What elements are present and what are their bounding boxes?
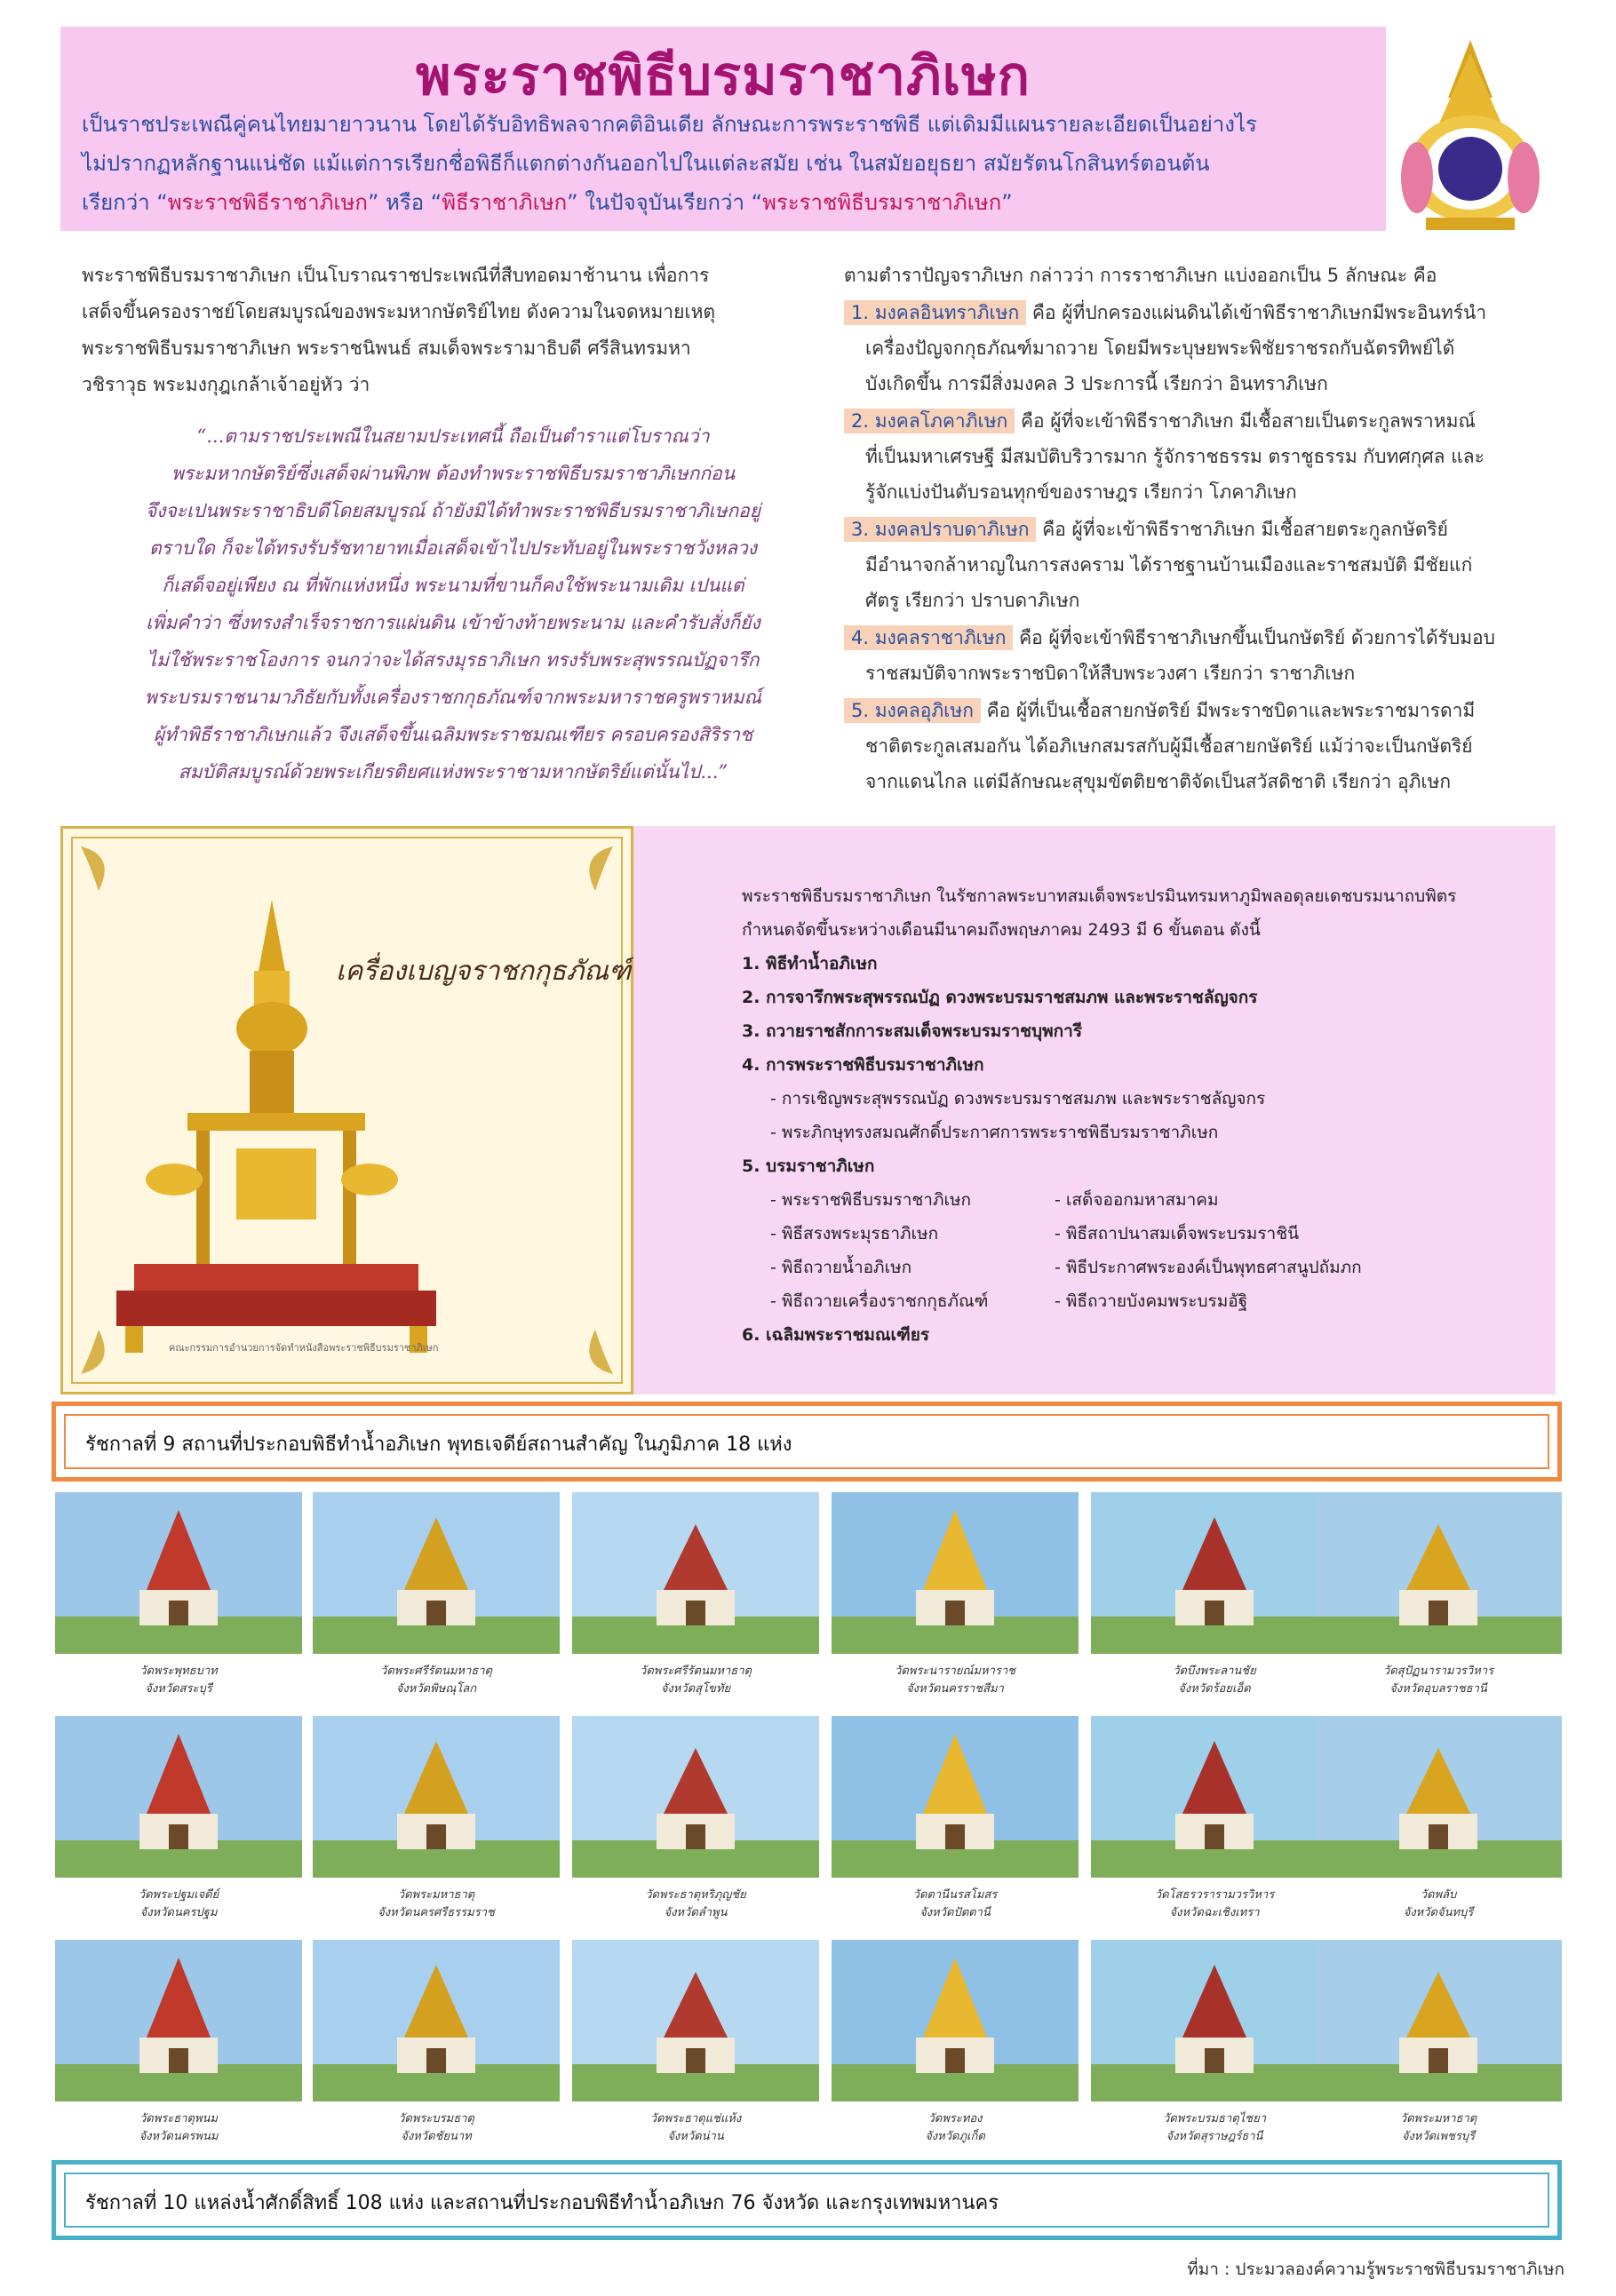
temple-photo xyxy=(832,1716,1079,1878)
type-item: 4. มงคลราชาภิเษก คือ ผู้ที่จะเข้าพิธีราชาภิเษกขึ้นเป็นกษัตริย์ ด้วยการได้รับมอบ ราชสมบัติจากพระราชบิดาให้สืบพระวงศา เรียกว่า ราชาภิเษก xyxy=(844,620,1537,691)
intro-line: พระราชพิธีบรมราชาภิเษก เป็นโบราณราชประเพณีที่สืบทอดมาช้านาน เพื่อการ xyxy=(82,265,710,286)
quote-line: พระบรมราชนามาภิธัยกับทั้งเครื่องราชกกุธภัณฑ์จากพระมหาราชครูพราหมณ์ xyxy=(144,687,762,708)
temple-photo xyxy=(572,1716,819,1878)
quote-line: ผู้ทำพิธีราชาภิเษกแล้ว จึงเสด็จขึ้นเฉลิมพระราชมณเฑียร ครอบครองสิริราช xyxy=(153,724,753,745)
temple-card xyxy=(313,1940,560,2153)
temple-province: จังหวัดน่าน xyxy=(667,2130,724,2143)
temple-photo xyxy=(1315,1940,1562,2101)
temple-name: วัดพระทอง xyxy=(927,2112,983,2125)
temple-photo xyxy=(313,1940,560,2101)
temple-photo xyxy=(313,1492,560,1654)
temple-province: จังหวัดสระบุรี xyxy=(145,1682,212,1696)
temple-card xyxy=(572,1716,819,1929)
temple-photo xyxy=(572,1940,819,2101)
quote-line: ก็เสด็จอยู่เพียง ณ ที่พักแห่งหนึ่ง พระนามที่ขานก็คงใช้พระนามเดิม เปนแต่ xyxy=(162,575,744,596)
temple-province: จังหวัดปัตตานี xyxy=(919,1906,991,1919)
temple-card xyxy=(1315,1716,1562,1929)
type-item: 3. มงคลปราบดาภิเษก คือ ผู้ที่จะเข้าพิธีราชาภิเษก มีเชื้อสายตระกูลกษัตริย์ มีอำนาจกล้าหาญในการสงคราม ได้ราชฐานบ้านเมืองและราชสมบัติ มีชัยแก่ ศัตรู เรียกว่า ปราบดาภิเษก xyxy=(844,512,1537,618)
regalia-illustration-icon xyxy=(63,829,631,1392)
temple-card xyxy=(1091,1492,1338,1705)
temple-province: จังหวัดฉะเชิงเทรา xyxy=(1169,1906,1260,1919)
ceremony-substep: - พระภิกษุทรงสมณศักดิ์ประกาศการพระราชพิธีบรมราชาภิเษก xyxy=(770,1123,1219,1142)
temple-photo xyxy=(1315,1716,1562,1878)
type-term: 3. มงคลปราบดาภิเษก xyxy=(844,517,1036,542)
quote-line: ตราบใด ก็จะได้ทรงรับรัชทายาทเมื่อเสด็จเข้าไปประทับอยู่ในพระราชวังหลวง xyxy=(148,537,758,559)
intro-line: วชิราวุธ พระมงกุฎเกล้าเจ้าอยู่หัว ว่า xyxy=(82,374,370,395)
temple-card xyxy=(55,1716,302,1929)
ceremony-step: 2. การจารึกพระสุพรรณบัฏ ดวงพระบรมราชสมภพ และพระราชลัญจกร xyxy=(742,988,1258,1007)
intro-line: เสด็จขึ้นครองราชย์โดยสมบูรณ์ของพระมหากษัตริย์ไทย ดังความในจดหมายเหตุ xyxy=(82,301,716,322)
temple-province: จังหวัดสุราษฎร์ธานี xyxy=(1166,2130,1263,2143)
ceremony-step: 6. เฉลิมพระราชมณเฑียร xyxy=(742,1325,930,1345)
type-term: 5. มงคลอุภิเษก xyxy=(844,698,981,723)
temple-photo xyxy=(1091,1716,1338,1878)
ceremony-substep-grid: - พระราชพิธีบรมราชาภิเษก - เสด็จออกมหาสมาคม - พิธีสรงพระมุรธาภิเษก - พิธีสถาปนาสมเด็จพระบรมราชินี - พิธีถวายน้ำอภิเษก - พิธีประกาศพระองค์เป็นพุทธศาสนูปถัมภก - พิธีถวายเครื่องราชกกุธภัณฑ์ - พิธีถวายบังคมพระบรมอัฐิ xyxy=(770,1190,1362,1311)
ceremony-step: 5. บรมราชาภิเษก xyxy=(742,1156,875,1176)
intro-paragraph xyxy=(82,258,784,403)
temple-name: วัดพระพุทธบาท xyxy=(139,1664,218,1678)
header-line-3: เรียกว่า “พระราชพิธีราชาภิเษก” หรือ “พิธีราชาภิเษก” ในปัจจุบันเรียกว่า “พระราชพิธีบรมราชาภิเษก” xyxy=(82,190,1013,215)
temple-name: วัดพระบรมธาตุไชยา xyxy=(1162,2112,1267,2125)
temple-card xyxy=(1315,1940,1562,2153)
page-title: พระราชพิธีบรมราชาภิเษก xyxy=(416,45,1031,107)
temple-card xyxy=(832,1492,1079,1705)
temple-name: วัดพระธาตุแช่แห้ง xyxy=(649,2112,742,2125)
ceremony-step: 3. ถวายราชสักการะสมเด็จพระบรมราชบุพการี xyxy=(742,1021,1083,1041)
temple-name: วัดตานีนรสโมสร xyxy=(912,1888,998,1902)
quote-line: ไม่ใช้พระราชโองการ จนกว่าจะได้สรงมุรธาภิเษก ทรงรับพระสุพรรณบัฏจารึก xyxy=(147,649,760,671)
temple-photo xyxy=(572,1492,819,1654)
quote-line: เพิ่มคำว่า ซึ่งทรงสำเร็จราชการแผ่นดิน เข้าข้างท้ายพระนาม และคำรับสั่งก็ยัง xyxy=(146,612,760,633)
temple-name: วัดพระปฐมเจดีย์ xyxy=(138,1888,219,1902)
temple-province: จังหวัดนครศรีธรรมราช xyxy=(378,1906,495,1919)
temple-province: จังหวัดจันทบุรี xyxy=(1403,1906,1474,1919)
ceremony-substep: - การเชิญพระสุพรรณบัฏ ดวงพระบรมราชสมภพ และพระราชลัญจกร xyxy=(770,1089,1266,1108)
temple-name: วัดพระมหาธาตุ xyxy=(397,1888,475,1902)
temple-card xyxy=(55,1940,302,2153)
temple-card xyxy=(572,1492,819,1705)
temple-card xyxy=(55,1492,302,1705)
type-term: 2. มงคลโภคาภิเษก xyxy=(844,409,1015,433)
temple-name: วัดพลับ xyxy=(1420,1888,1457,1902)
header-line-2: ไม่ปรากฏหลักฐานแน่ชัด แม้แต่การเรียกชื่อพิธีก็แตกต่างกันออกไปในแต่ละสมัย เช่น ในสมัยอยุธยา สมัยรัตนโกสินทร์ตอนต้น xyxy=(82,151,1210,176)
temple-card xyxy=(1091,1940,1338,2153)
quote-line: จึงจะเปนพระราชาธิบดีโดยสมบูรณ์ ถ้ายังมิได้ทำพระราชพิธีบรมราชาภิเษกอยู่ xyxy=(145,500,761,521)
temple-name: วัดโสธรวรารามวรวิหาร xyxy=(1154,1888,1275,1902)
temple-province: จังหวัดภูเก็ต xyxy=(925,2130,985,2143)
temple-photo xyxy=(832,1940,1079,2101)
temple-province: จังหวัดนครราชสีมา xyxy=(906,1682,1004,1696)
temple-province: จังหวัดพิษณุโลก xyxy=(395,1682,477,1696)
temple-name: วัดพระนารายณ์มหาราช xyxy=(895,1664,1015,1678)
source-note: ที่มา : ประมวลองค์ความรู้พระราชพิธีบรมราชาภิเษก xyxy=(1187,2260,1564,2279)
temple-card xyxy=(1091,1716,1338,1929)
temple-name: วัดพระศรีรัตนมหาธาตุ xyxy=(640,1664,752,1678)
ceremony-step: 4. การพระราชพิธีบรมราชาภิเษก xyxy=(742,1055,984,1075)
temple-province: จังหวัดสุโขทัย xyxy=(660,1682,731,1696)
quote-line: สมบัติสมบูรณ์ด้วยพระเกียรติยศแห่งพระราชามหากษัตริย์แต่นั้นไป...” xyxy=(178,761,728,783)
ceremony-steps: พระราชพิธีบรมราชาภิเษก ในรัชกาลพระบาทสมเด็จพระปรมินทรมหาภูมิพลอดุลยเดชบรมนาถบพิตร กำหนดจัดขึ้นระหว่างเดือนมีนาคมถึงพฤษภาคม 2493 มี 6 ขั้นตอน ดังนี้ 1. พิธีทำน้ำอภิเษก 2. การจารึกพระสุพรรณบัฏ ดวงพระบรมราชสมภพ และพระราชลัญจกร 3. ถวายราชสักการะสมเด็จพระบรมราชบุพการี 4. การพระราชพิธีบรมราชาภิเษก - การเชิญพระสุพรรณบัฏ ดวงพระบรมราชสมภพ และพระราชลัญจกร - พระภิกษุทรงสมณศักดิ์ประกาศการพระราชพิธีบรมราชาภิเษก 5. บรมราชาภิเษก - พระราชพิธีบรมราชาภิเษก - เสด็จออกมหาสมาคม - พิธีสรงพระมุรธาภิเษก - พิธีสถาปนาสมเด็จพระบรมราชินี - พิธีถวายน้ำอภิเษก - พิธีประกาศพระองค์เป็นพุทธศาสนูปถัมภก - พิธีถวายเครื่องราชกกุธภัณฑ์ - พิธีถวายบังคมพระบรมอัฐิ 6. เฉลิมพระราชมณเฑียร xyxy=(742,879,1524,1352)
regalia-caption: คณะกรรมการอำนวยการจัดทำหนังสือพระราชพิธีบรมราชาภิเษก xyxy=(169,1342,439,1354)
type-term: 1. มงคลอินทราภิเษก xyxy=(844,300,1026,325)
temple-photo xyxy=(1315,1492,1562,1654)
temple-card xyxy=(313,1716,560,1929)
temple-name: วัดพระบรมธาตุ xyxy=(398,2112,474,2125)
quote-line: พระมหากษัตริย์ซึ่งเสด็จผ่านพิภพ ต้องทำพระราชพิธีบรมราชาภิเษกก่อน xyxy=(171,463,736,484)
temple-province: จังหวัดชัยนาท xyxy=(401,2130,472,2143)
temple-card xyxy=(313,1492,560,1705)
header-line-1: เป็นราชประเพณีคู่คนไทยมายาวนาน โดยได้รับอิทธิพลจากคติอินเดีย ลักษณะการพระราชพิธี แต่เดิมมีแผนรายละเอียดเป็นอย่างไร xyxy=(82,112,1257,137)
quote-line: “...ตามราชประเพณีในสยามประเทศนี้ ถือเป็นตำราแต่โบราณว่า xyxy=(196,425,710,447)
temple-name: วัดพระธาตุหริภุญชัย xyxy=(645,1888,746,1902)
royal-emblem-icon xyxy=(1386,36,1555,235)
temple-card xyxy=(832,1716,1079,1929)
ceremony-step: 1. พิธีทำน้ำอภิเษก xyxy=(742,954,878,973)
temple-province: จังหวัดนครปฐม xyxy=(139,1906,218,1919)
temple-photo xyxy=(1091,1492,1338,1654)
intro-line: พระราชพิธีบรมราชาภิเษก พระราชนิพนธ์ สมเด็จพระรามาธิบดี ศรีสินทรมหา xyxy=(82,338,691,359)
temple-province: จังหวัดอุบลราชธานี xyxy=(1389,1682,1487,1696)
regalia-title: เครื่องเบญจราชกกุธภัณฑ์ xyxy=(336,956,632,987)
temple-province: จังหวัดนครพนม xyxy=(139,2130,219,2143)
five-types-list xyxy=(844,258,1537,799)
temple-card xyxy=(572,1940,819,2153)
five-types-intro: ตามตำราปัญจราภิเษก กล่าวว่า การราชาภิเษก แบ่งออกเป็น 5 ลักษณะ คือ xyxy=(844,265,1437,286)
temple-photo xyxy=(55,1716,302,1878)
header-intro xyxy=(82,105,1370,222)
temple-name: วัดสุปัฏนารามวรวิหาร xyxy=(1382,1664,1494,1678)
type-item: 1. มงคลอินทราภิเษก คือ ผู้ที่ปกครองแผ่นดินได้เข้าพิธีราชาภิเษกมีพระอินทร์นำ เครื่องปัญจกกุธภัณฑ์มาถวาย โดยมีพระบุษยพระพิชัยราชรถกับฉัตรทิพย์ได้ บังเกิดขึ้น การมีสิ่งมงคล 3 ประการนี้ เรียกว่า อินทราภิเษก xyxy=(844,295,1537,401)
temple-photo xyxy=(313,1716,560,1878)
temple-province: จังหวัดลำพูน xyxy=(664,1906,728,1919)
temple-photo xyxy=(1091,1940,1338,2101)
temple-photo xyxy=(55,1940,302,2101)
temple-name: วัดพระธาตุพนม xyxy=(139,2112,218,2125)
temple-name: วัดบึงพระลานชัย xyxy=(1173,1664,1256,1678)
temple-province: จังหวัดเพชรบุรี xyxy=(1401,2130,1476,2143)
rama9-banner-text: รัชกาลที่ 9 สถานที่ประกอบพิธีทำน้ำอภิเษก พุทธเจดีย์สถานสำคัญ ในภูมิภาค 18 แห่ง xyxy=(85,1434,792,1456)
temple-name: วัดพระมหาธาตุ xyxy=(1399,2112,1477,2125)
temple-card xyxy=(1315,1492,1562,1705)
temple-province: จังหวัดร้อยเอ็ด xyxy=(1178,1682,1251,1696)
temple-card xyxy=(832,1940,1079,2153)
temple-photo xyxy=(832,1492,1079,1654)
type-term: 4. มงคลราชาภิเษก xyxy=(844,625,1013,650)
temple-name: วัดพระศรีรัตนมหาธาตุ xyxy=(380,1664,492,1678)
type-item: 5. มงคลอุภิเษก คือ ผู้ที่เป็นเชื้อสายกษัตริย์ มีพระราชบิดาและพระราชมารดามี ชาติตระกูลเสมอกัน ได้อภิเษกสมรสกับผู้มีเชื้อสายกษัตริย์ แม้ว่าจะเป็นกษัตริย์ จากแดนไกล แต่มีลักษณะสุขุมขัตติยชาติจัดเป็นสวัสดิชาติ เรียกว่า อุภิเษก xyxy=(844,693,1537,799)
rama10-banner-text: รัชกาลที่ 10 แหล่งน้ำศักดิ์สิทธิ์ 108 แห่ง และสถานที่ประกอบพิธีทำน้ำอภิเษก 76 จังหวัด และกรุงเทพมหานคร xyxy=(85,2192,999,2214)
royal-quote xyxy=(107,417,800,790)
temple-photo-grid xyxy=(55,1492,1562,2149)
type-item: 2. มงคลโภคาภิเษก คือ ผู้ที่จะเข้าพิธีราชาภิเษก มีเชื้อสายเป็นตระกูลพราหมณ์ ที่เป็นมหาเศรษฐี มีสมบัติบริวารมาก รู้จักราชธรรม ตราชูธรรม กับทศกุศล และ รู้จักแบ่งปันดับรอนทุกข์ของราษฎร เรียกว่า โภคาภิเษก xyxy=(844,403,1537,510)
temple-photo xyxy=(55,1492,302,1654)
regalia-panel xyxy=(60,826,633,1394)
